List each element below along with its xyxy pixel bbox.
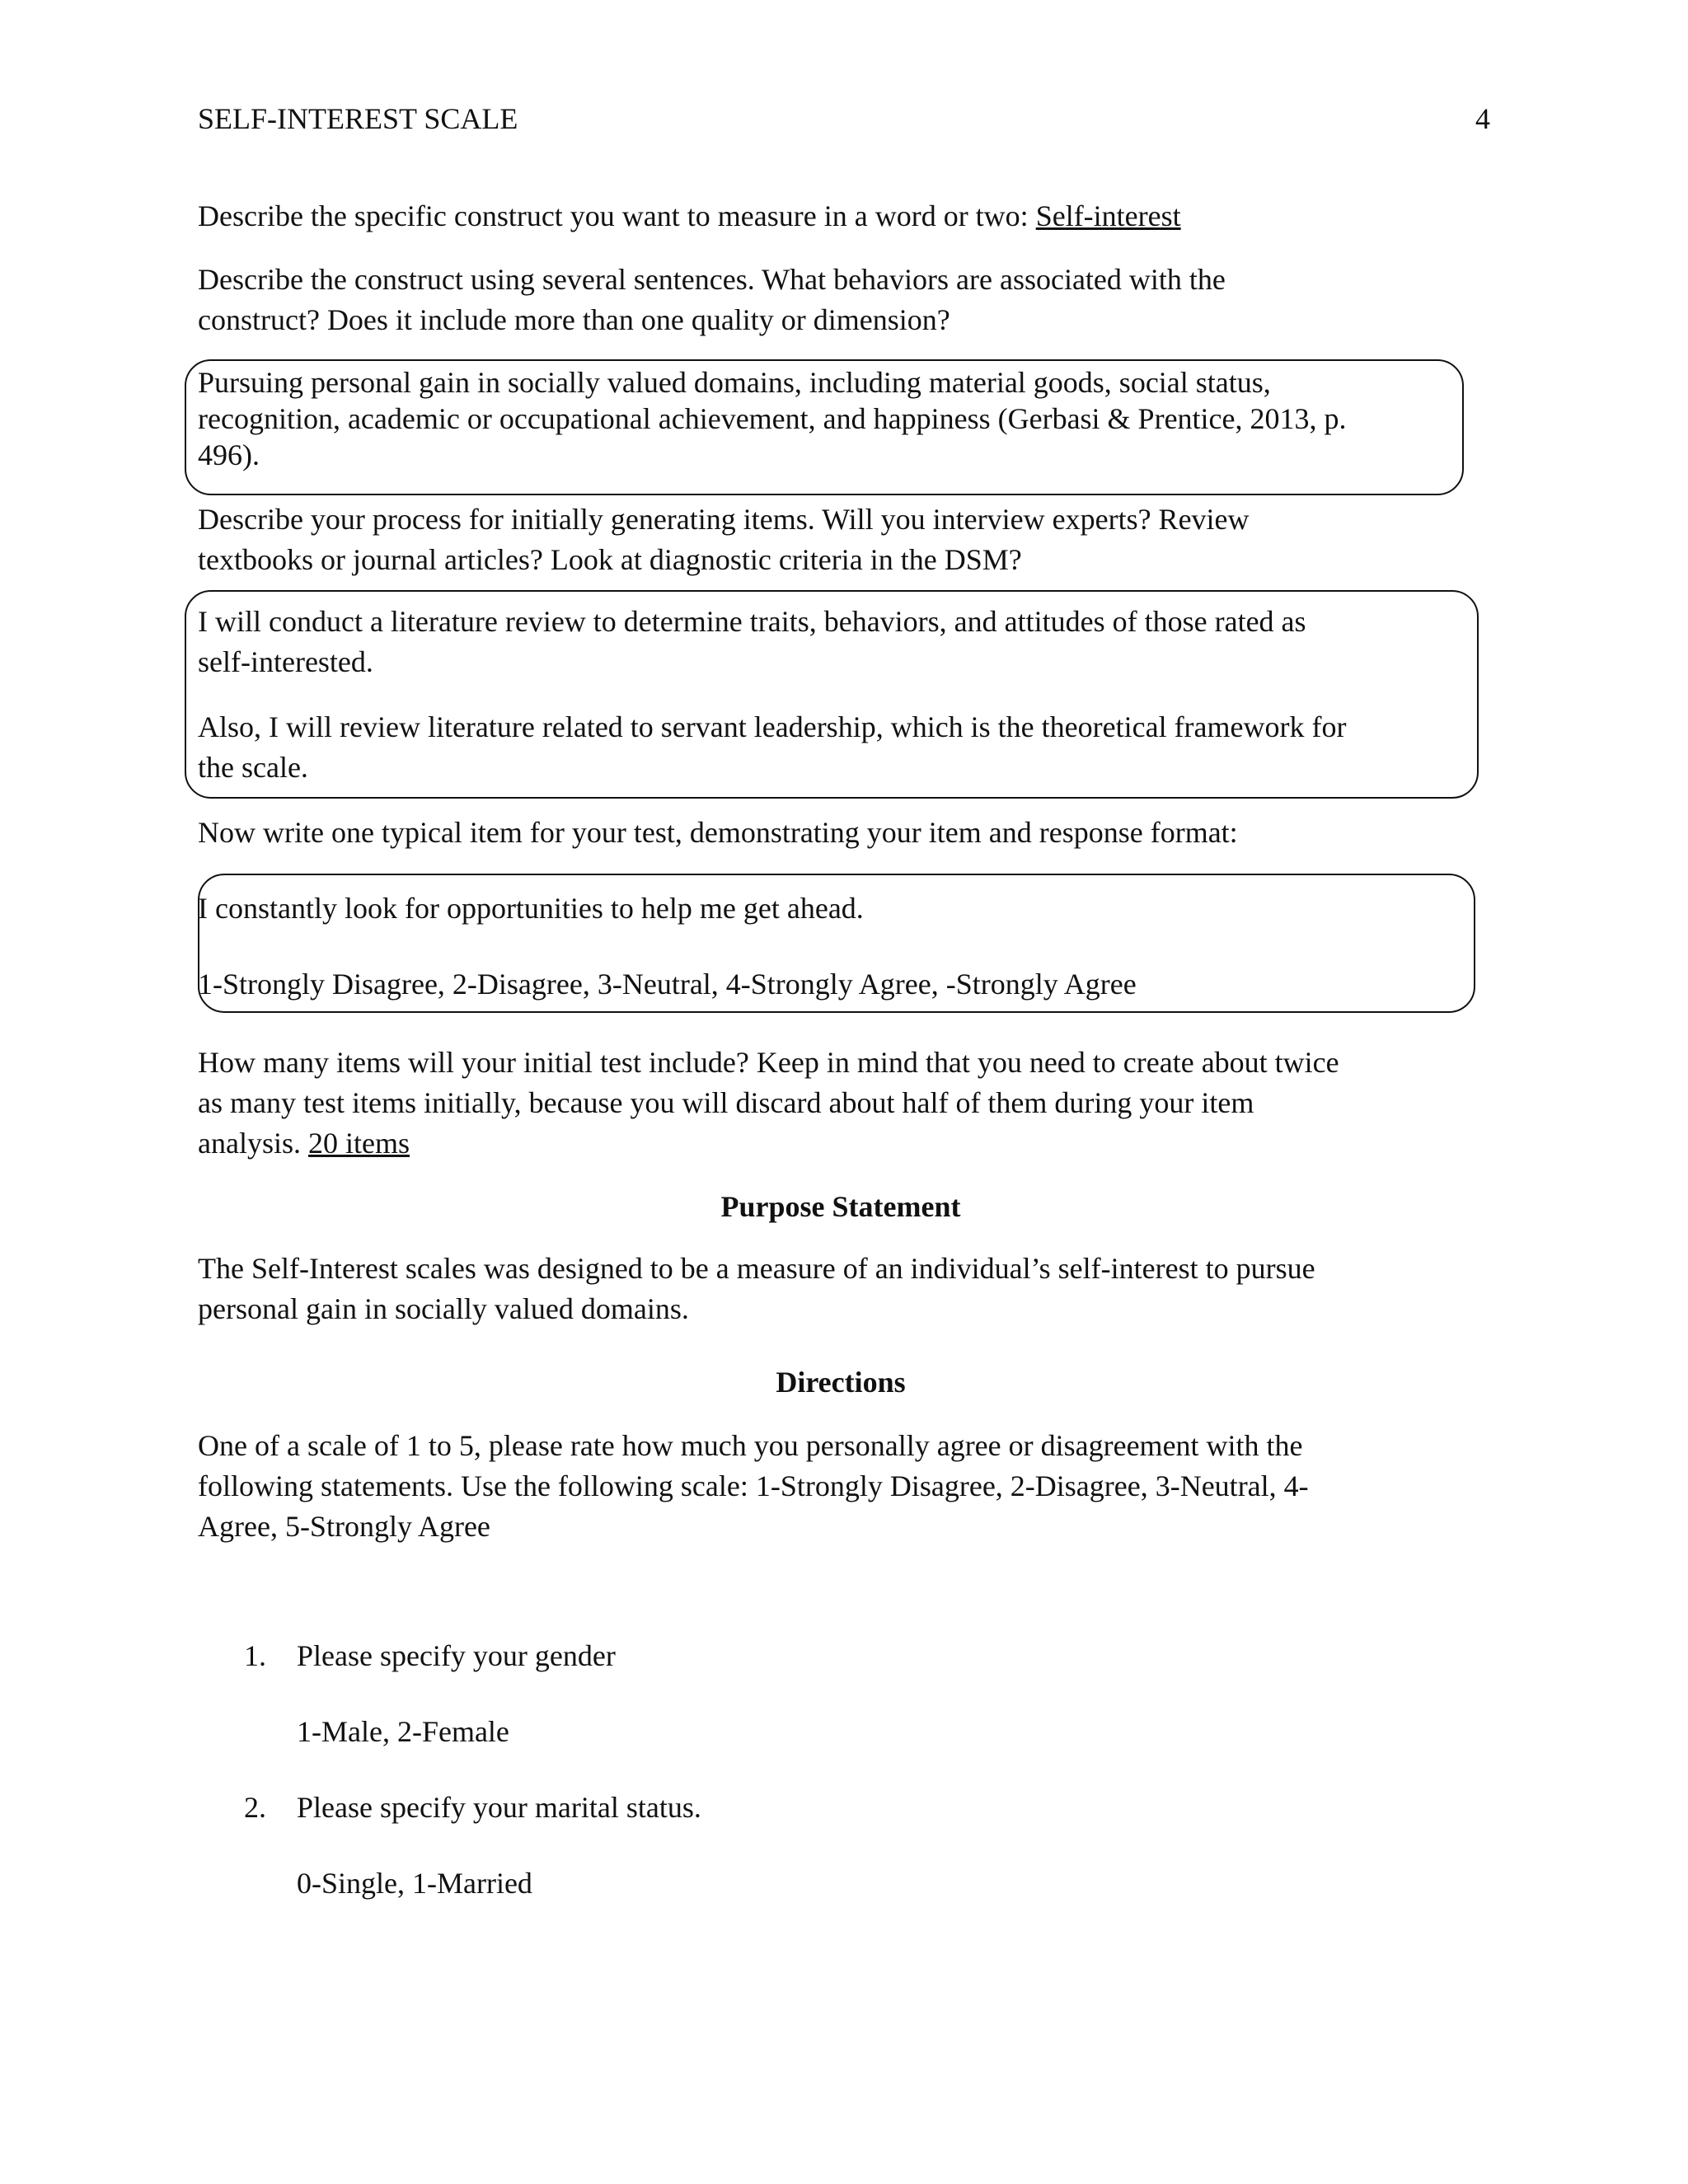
page-header — [198, 99, 1490, 140]
directions-text — [198, 1426, 1484, 1547]
item-count-question — [198, 1043, 1484, 1164]
page-number: 4 — [1475, 102, 1490, 135]
item-options: 1-Male, 2-Female — [297, 1715, 509, 1748]
answer-line: recognition, academic or occupational achievement, and happiness (Gerbasi & Prentice, 2013, p. — [198, 402, 1347, 435]
prompt-line: textbooks or journal articles? Look at diagnostic criteria in the DSM? — [198, 543, 1022, 576]
item-text: Please specify your marital status. — [297, 1791, 701, 1824]
prompt-line: construct? Does it include more than one quality or dimension? — [198, 303, 950, 336]
directions-line: Agree, 5-Strongly Agree — [198, 1510, 490, 1543]
typical-item-text: I constantly look for opportunities to help me get ahead. — [198, 892, 864, 925]
item-number: 1. — [244, 1639, 266, 1672]
answer-line: self-interested. — [198, 645, 373, 678]
prompt-line: How many items will your initial test include? Keep in mind that you need to create about twice — [198, 1046, 1339, 1079]
prompt-line: as many test items initially, because you will discard about half of them during your item — [198, 1086, 1254, 1119]
running-head: SELF-INTEREST SCALE — [198, 102, 518, 135]
purpose-line: personal gain in socially valued domains. — [198, 1292, 689, 1325]
answer-line: I will conduct a literature review to determine traits, behaviors, and attitudes of those rated as — [198, 605, 1306, 638]
answer-line: the scale. — [198, 751, 308, 784]
response-format-text: 1-Strongly Disagree, 2-Disagree, 3-Neutral, 4-Strongly Agree, -Strongly Agree — [198, 968, 1137, 1001]
directions-line: following statements. Use the following scale: 1-Strongly Disagree, 2-Disagree, 3-Neutral, 4- — [198, 1469, 1309, 1502]
prompt-line: Describe the construct using several sentences. What behaviors are associated with the — [198, 263, 1226, 296]
directions-line: One of a scale of 1 to 5, please rate how much you personally agree or disagreement with the — [198, 1429, 1303, 1462]
item-generation-answer — [198, 602, 1484, 788]
construct-description-prompt — [198, 260, 1484, 340]
prompt-line: Describe your process for initially generating items. Will you interview experts? Review — [198, 503, 1250, 536]
prompt-line: analysis. — [198, 1127, 308, 1160]
answer-line: Also, I will review literature related to servant leadership, which is the theoretical framework for — [198, 710, 1347, 743]
answer-line: Pursuing personal gain in socially valued domains, including material goods, social status, — [198, 366, 1271, 399]
item-number: 2. — [244, 1791, 266, 1824]
purpose-heading: Purpose Statement — [720, 1190, 961, 1223]
purpose-statement — [198, 1249, 1484, 1329]
item-options: 0-Single, 1-Married — [297, 1867, 532, 1900]
item-count-answer: 20 items — [307, 1127, 410, 1160]
typical-item-prompt: Now write one typical item for your test, demonstrating your item and response format: — [198, 816, 1238, 849]
construct-word-answer: Self-interest — [1035, 199, 1181, 232]
item-generation-prompt — [198, 499, 1484, 580]
construct-word-question — [198, 196, 1484, 237]
construct-word-prompt: Describe the specific construct you want to measure in a word or two: — [198, 199, 1036, 232]
item-text: Please specify your gender — [297, 1639, 616, 1672]
construct-description-answer — [198, 364, 1500, 473]
directions-heading: Directions — [776, 1366, 906, 1399]
purpose-line: The Self-Interest scales was designed to be a measure of an individual’s self-interest to pursue — [198, 1252, 1315, 1285]
answer-line: 496). — [198, 438, 260, 471]
